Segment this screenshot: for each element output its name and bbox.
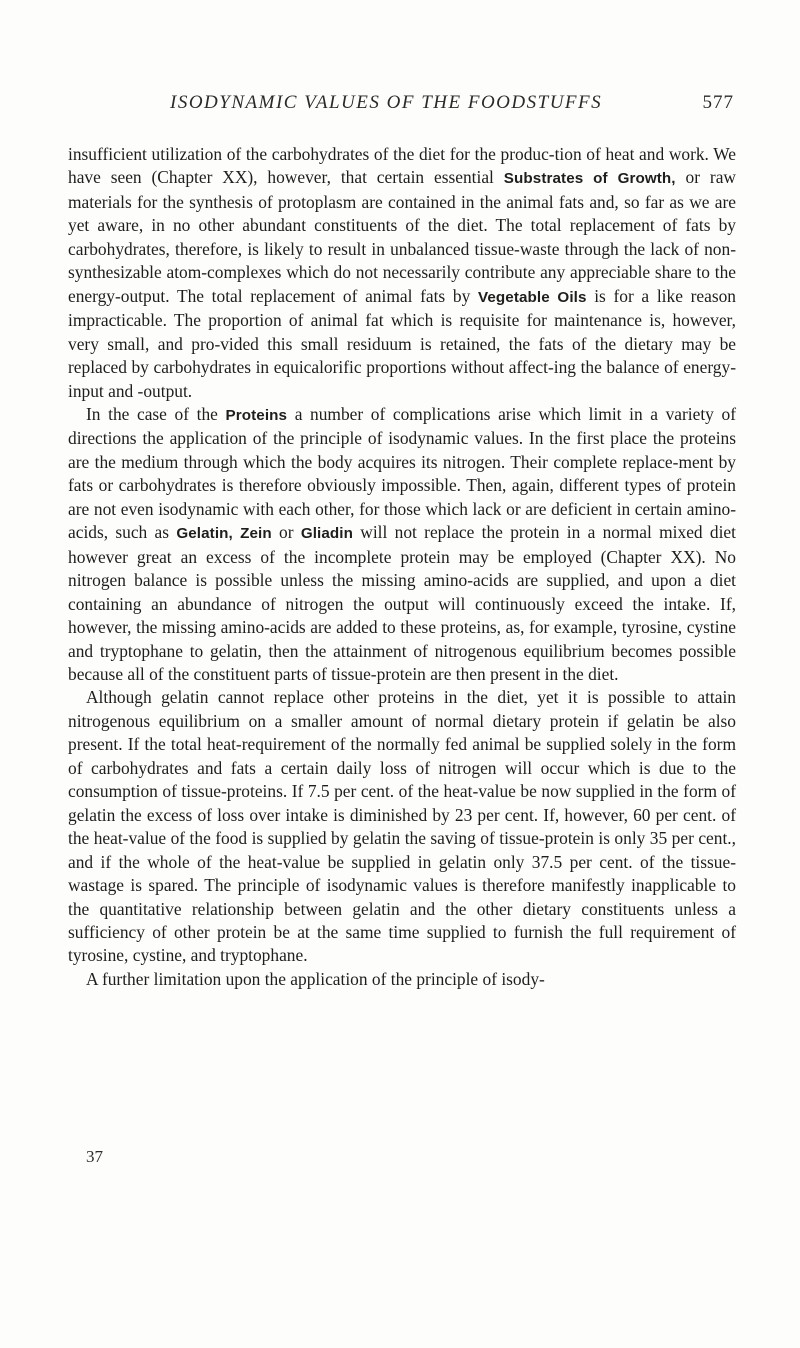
text-run: a number of complications arise which limit in a variety of directions the application of the principle of isodynamic values. In the first place the proteins are the medium through which the body acquires its nitrogen. Their complete replace-ment by fats or carbohydrates is therefore obviously impossible. Then, again, different types of protein are not even isodynamic with each other, for those which lack or are deficient in certain amino-acids, such as bbox=[68, 403, 736, 543]
bold-term: Proteins bbox=[225, 406, 288, 424]
paragraph bbox=[68, 968, 736, 991]
bold-term: Substrates of Growth, bbox=[503, 170, 676, 188]
bold-term: Gelatin, Zein bbox=[176, 525, 272, 543]
running-head bbox=[66, 92, 738, 120]
text-run: is for a like reason impracticable. The proportion of animal fat which is requisite for maintenance is, however, very small, and pro-vided this small residuum is retained, the fats of the dietary may be replaced by carbohydrates in equicalorific proportions without affect-ing the balance of energy-input and -output. bbox=[68, 285, 736, 401]
signature-mark: 37 bbox=[86, 1147, 103, 1166]
body-text bbox=[68, 143, 736, 991]
text-run: A further limitation upon the application of the principle of isody- bbox=[86, 968, 545, 989]
text-run: will not replace the protein in a normal mixed diet however great an excess of the incomplete protein may be employed (Chapter XX). No nitrogen balance is possible unless the missing amino-acids are supplied, and upon a diet containing an abundance of nitrogen the output will continuously exceed the intake. If, however, the missing amino-acids are added to these proteins, as, for example, tyrosine, cystine and tryptophane to gelatin, then the attainment of nitrogenous equilibrium becomes possible because all of the constituent parts of tissue-protein are then present in the diet. bbox=[68, 522, 736, 684]
text-run: Although gelatin cannot replace other proteins in the diet, yet it is possible to attain nitrogenous equilibrium on a smaller amount of normal dietary protein if gelatin be also present. If the total heat-requirement of the normally fed animal be supplied solely in the form of carbohydrates and fats a certain daily loss of nitrogen will occur which is due to the consumption of tissue-proteins. If 7.5 per cent. of the heat-value be now supplied in the form of gelatin the excess of loss over intake is diminished by 23 per cent. If, however, 60 per cent. of the heat-value of the food is supplied by gelatin the saving of tissue-protein is only 35 per cent., and if the whole of the heat-value be supplied in gelatin only 37.5 per cent. of the tissue-wastage is spared. The principle of isodynamic values is therefore manifestly inapplicable to the quantitative relationship between gelatin and the other dietary constituents unless a sufficiency of other protein be at the same time supplied to furnish the full requirement of tyrosine, cystine, and tryptophane. bbox=[68, 687, 736, 966]
paragraph bbox=[68, 686, 736, 967]
text-run: insufficient utilization of the carbohydrates of the diet for the produc-tion of heat and work. We have seen (Chapter XX), however, that certain essential bbox=[68, 144, 736, 188]
text-run: or bbox=[271, 522, 301, 543]
paragraph bbox=[68, 143, 736, 403]
paragraph bbox=[68, 403, 736, 686]
running-title: ISODYNAMIC VALUES OF THE FOODSTUFFS bbox=[170, 92, 603, 113]
bold-term: Gliadin bbox=[300, 525, 353, 543]
page-number: 577 bbox=[702, 92, 734, 113]
text-run: or raw materials for the synthesis of protoplasm are contained in the animal fats and, so far as we are yet aware, in no other abundant constituents of the diet. The total replacement of fats by carbohydrates, therefore, is likely to result in unbalanced tissue-waste through the lack of non-synthesizable atom-complexes which do not necessarily contribute any appreciable share to the energy-output. The total replacement of animal fats by bbox=[68, 167, 736, 306]
bold-term: Vegetable Oils bbox=[477, 288, 587, 306]
text-run: In the case of the bbox=[86, 403, 226, 424]
